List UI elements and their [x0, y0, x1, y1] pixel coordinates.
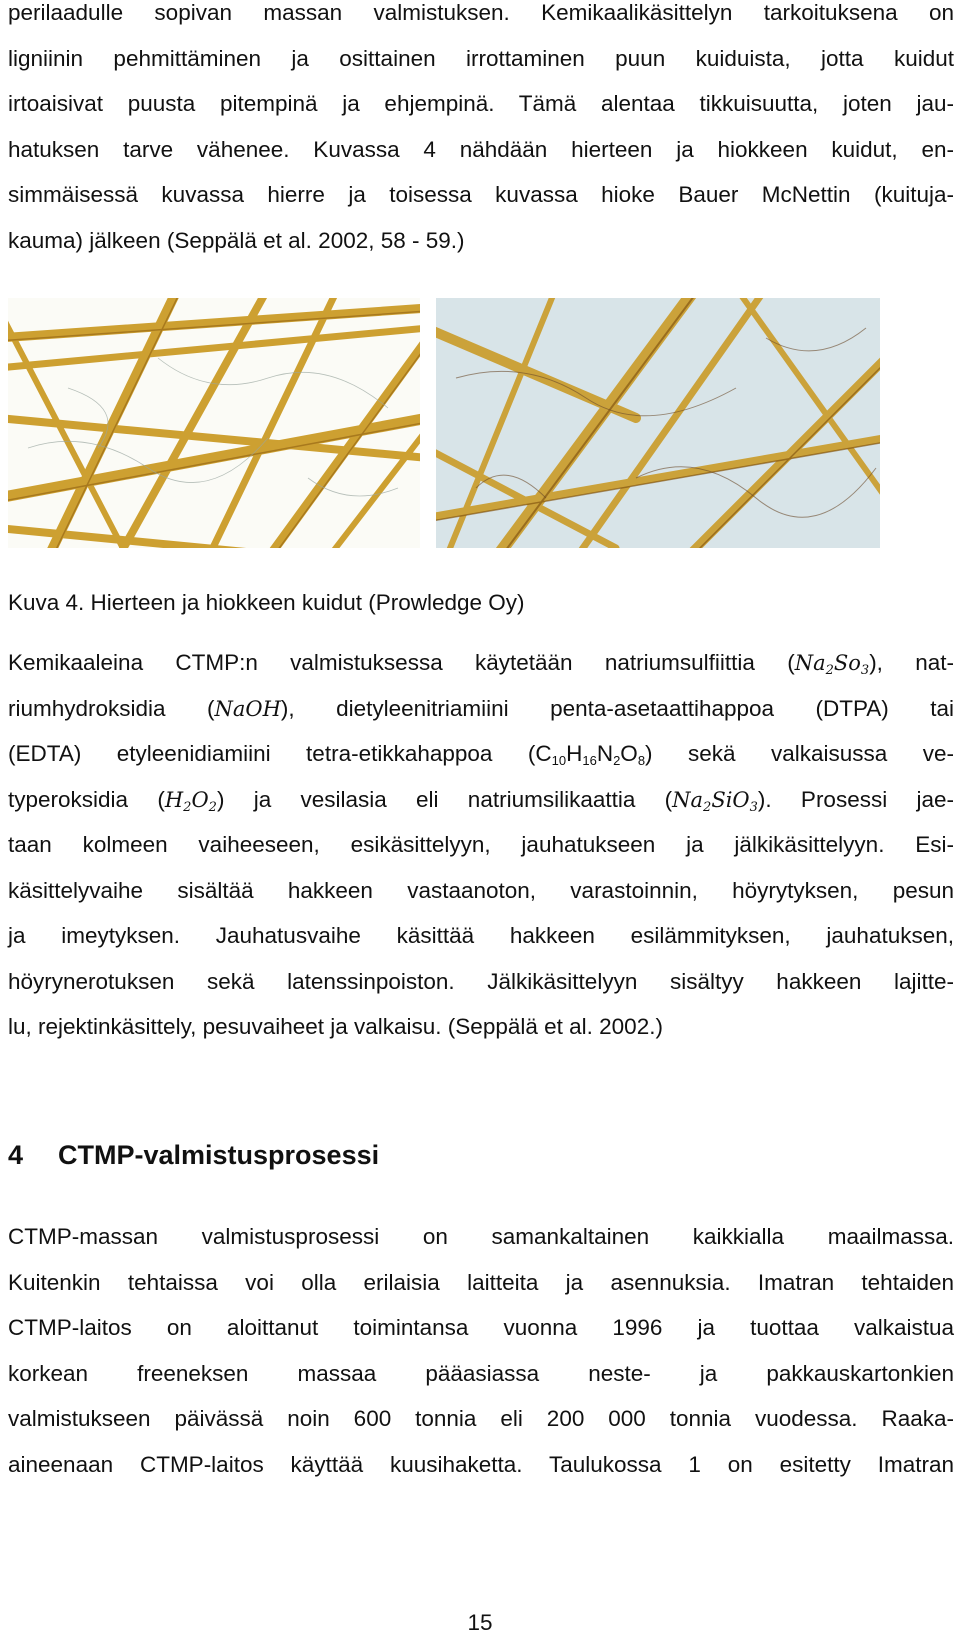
- section-title: CTMP-valmistusprosessi: [58, 1140, 380, 1170]
- text-line: CTMP-laitos on aloittanut toimintansa vuonna 1996 ja tuottaa valkaistua: [8, 1315, 954, 1340]
- text-line: irtoaisivat puusta pitempinä ja ehjempinä. Tämä alentaa tikkuisuutta, joten jau-: [8, 91, 954, 116]
- process-paragraph: [8, 1214, 954, 1487]
- hierre-fiber-image: [8, 298, 420, 548]
- section-heading: [8, 1140, 379, 1171]
- hioke-fiber-image: [436, 298, 880, 548]
- text-line: typeroksidia $(H_2O_2)$ ja vesilasia eli natriumsilikaattia $(Na_2SiO_3)$. Prosessi jae-: [8, 786, 954, 815]
- page-number: 15: [467, 1610, 493, 1635]
- text-line: ligniinin pehmittäminen ja osittainen irrottaminen puun kuiduista, jotta kuidut: [8, 45, 954, 71]
- formula-sodium-sulfite: $Na_2So_3$: [794, 651, 870, 678]
- text-line: valmistukseen päivässä noin 600 tonnia eli 200 000 tonnia vuodessa. Raaka-: [8, 1406, 954, 1431]
- text-line: perilaadulle sopivan massan valmistuksen. Kemikaalikäsittelyn tarkoituksena on: [8, 0, 954, 25]
- text-line: Kemikaaleina CTMP:n valmistuksessa käytetään natriumsulfiittia $(Na_2So_3)$, nat-: [8, 650, 954, 678]
- chemicals-paragraph: [8, 640, 954, 1050]
- text-line: höyrynerotuksen sekä latenssinpoiston. Jälkikäsittelyyn sisältyy hakkeen lajitte-: [8, 968, 954, 994]
- text-line: kauma) jälkeen (Seppälä et al. 2002, 58 - 59.): [8, 227, 465, 253]
- formula-sodium-silicate: $Na_2SiO_3$: [672, 787, 758, 815]
- text-line: käsittelyvaihe sisältää hakkeen vastaanoton, varastoinnin, höyrytyksen, pesun: [8, 877, 954, 903]
- text-line: (EDTA) etyleenidiamiini tetra-etikkahappoa $(C_{10}H_{16}N_2O_8)$ sekä valkaisussa ve-: [8, 741, 954, 768]
- formula-sodium-hydroxide: NaOH: [214, 696, 281, 721]
- text-line: korkean freeneksen massaa pääasiassa neste- ja pakkauskartonkien: [8, 1360, 954, 1386]
- text-line: riumhydroksidia (NaOH), dietyleenitriamiini penta-asetaattihappoa (DTPA) tai: [8, 695, 954, 721]
- text-line: hatuksen tarve vähenee. Kuvassa 4 nähdään hierteen ja hiokkeen kuidut, en-: [8, 136, 954, 162]
- intro-paragraph: [8, 0, 954, 263]
- text-line: aineenaan CTMP-laitos käyttää kuusihaketta. Taulukossa 1 on esitetty Imatran: [8, 1451, 954, 1477]
- text-line: lu, rejektinkäsittely, pesuvaiheet ja valkaisu. (Seppälä et al. 2002.): [8, 1014, 663, 1039]
- text-line: simmäisessä kuvassa hierre ja toisessa kuvassa hioke Bauer McNettin (kuituja-: [8, 182, 954, 207]
- formula-hydrogen-peroxide: $H_2O_2$: [164, 787, 217, 815]
- text-line: Kuitenkin tehtaissa voi olla erilaisia laitteita ja asennuksia. Imatran tehtaiden: [8, 1269, 954, 1295]
- text-line: CTMP-massan valmistusprosessi on samankaltainen kaikkialla maailmassa.: [8, 1224, 954, 1249]
- figure-4: [8, 298, 880, 548]
- section-number: 4: [8, 1140, 24, 1170]
- figure-caption: Kuva 4. Hierteen ja hiokkeen kuidut (Prowledge Oy): [8, 590, 525, 615]
- text-line: taan kolmeen vaiheeseen, esikäsittelyyn, jauhatukseen ja jälkikäsittelyyn. Esi-: [8, 832, 954, 857]
- text-line: ja imeytyksen. Jauhatusvaihe käsittää hakkeen esilämmityksen, jauhatuksen,: [8, 923, 954, 948]
